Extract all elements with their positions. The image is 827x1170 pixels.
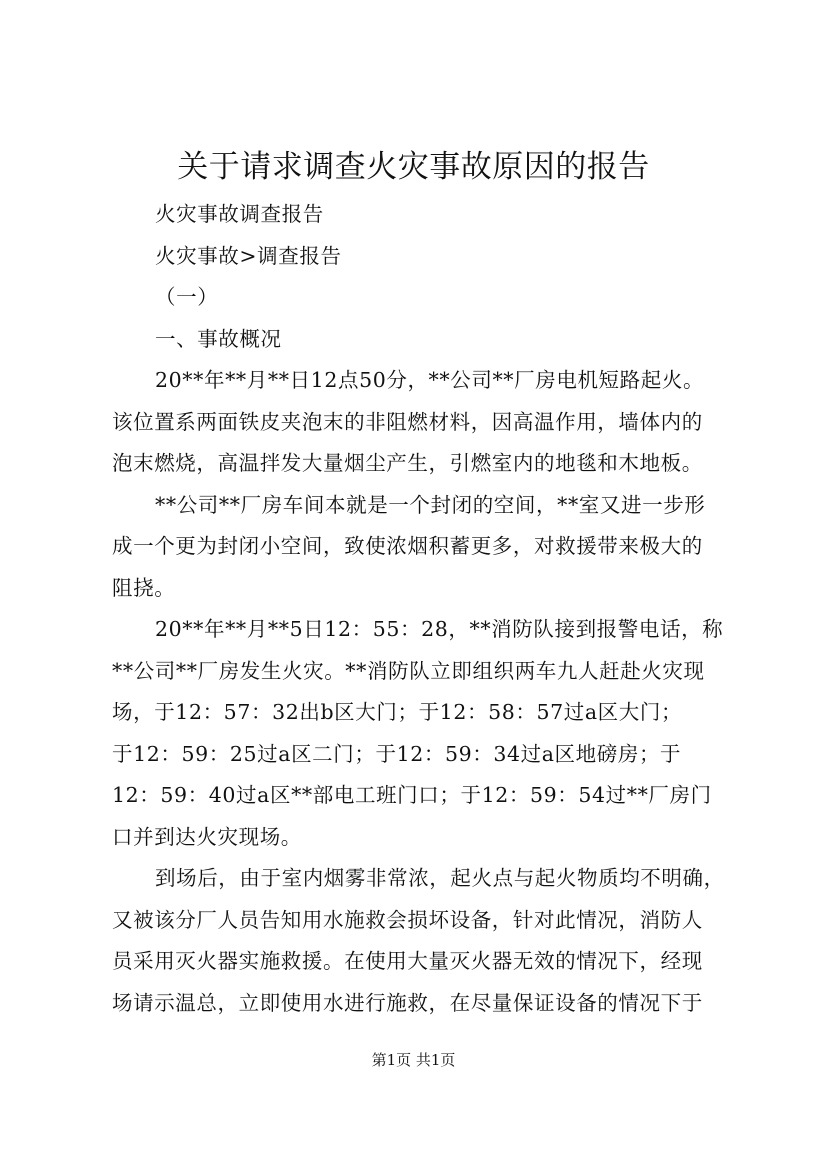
paragraph-2-line-2: 成一个更为封闭小空间，致使浓烟积蓄更多，对救援带来极大的	[112, 534, 703, 558]
paragraph-4-line-2: 又被该分厂人员告知用水施救会损坏设备，针对此情况，消防人	[112, 907, 703, 932]
paragraph-2-line-3: 阻挠。	[112, 575, 176, 600]
section-number: （一）	[155, 285, 219, 309]
paragraph-3-line-1: 20**年**月**5日12：55：28，**消防队接到报警电话，称	[155, 617, 724, 641]
paragraph-3-line-6: 口并到达火灾现场。	[112, 824, 302, 849]
paragraph-3-line-3: 场，于12：57：32出b区大门；于12：58：57过a区大门；	[112, 700, 683, 724]
heading-line-1: 火灾事故调查报告	[155, 202, 324, 226]
paragraph-4-line-1: 到场后，由于室内烟雾非常浓，起火点与起火物质均不明确，	[155, 866, 725, 890]
paragraph-1-line-2: 该位置系两面铁皮夹泡末的非阻燃材料，因高温作用，墙体内的	[112, 409, 703, 434]
paragraph-3-line-4: 于12：59：25过a区二门；于12：59：34过a区地磅房；于	[112, 741, 682, 766]
heading-line-2: 火灾事故>调查报告	[155, 243, 342, 268]
page-footer: 第1页 共1页	[371, 1051, 456, 1069]
document-title: 关于请求调查火灾事故原因的报告	[177, 149, 650, 185]
paragraph-3-line-2: **公司**厂房发生火灾。**消防队立即组织两车九人赶赴火灾现	[112, 658, 705, 683]
paragraph-4-line-4: 场请示温总，立即使用水进行施救，在尽量保证设备的情况下于	[112, 990, 703, 1015]
section-heading: 一、事故概况	[155, 326, 282, 351]
paragraph-1-line-3: 泡末燃烧，高温拌发大量烟尘产生，引燃室内的地毯和木地板。	[112, 451, 703, 475]
document-body	[112, 194, 732, 1024]
paragraph-3-line-5: 12：59：40过a区**部电工班门口；于12：59：54过**厂房门	[112, 783, 712, 807]
paragraph-2-line-1: **公司**厂房车间本就是一个封闭的空间，**室又进一步形	[155, 492, 706, 517]
paragraph-1-line-1: 20**年**月**日12点50分，**公司**厂房电机短路起火。	[155, 368, 705, 392]
paragraph-4-line-3: 员采用灭火器实施救援。在使用大量灭火器无效的情况下，经现	[112, 949, 703, 973]
